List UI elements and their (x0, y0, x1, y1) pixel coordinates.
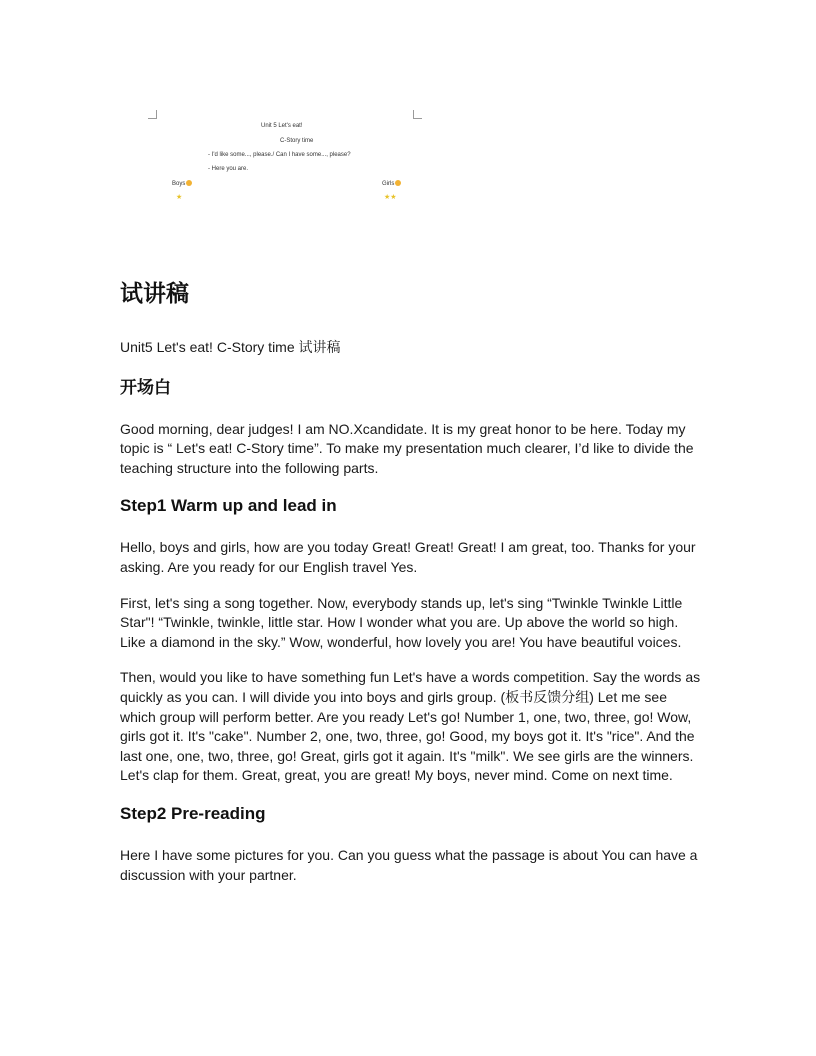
crop-mark-top-right (413, 110, 422, 119)
step1-paragraph-1: Hello, boys and girls, how are you today Great! Great! Great! I am great, too. Thanks for your asking. Are you ready for our English travel Yes. (120, 539, 696, 575)
board-title: Unit 5 Let's eat! (261, 123, 303, 129)
document-title: 试讲稿 (120, 281, 189, 307)
document-body (120, 274, 704, 901)
section-heading-step2: Step2 Pre-reading (120, 803, 266, 823)
girl-face-icon (395, 180, 401, 186)
girls-label-text: Girls (382, 181, 395, 187)
section-heading-step1: Step1 Warm up and lead in (120, 496, 337, 516)
step1-paragraph-2: First, let's sing a song together. Now, everybody stands up, let's sing “Twinkle Twinkle Little Star"! “Twinkle, twinkle, little star. How I wonder what you are. Up above the world so high. Like a diamond in the sky.” Wow, wonderful, how lovely you are! You have beautiful voices. (120, 594, 683, 650)
board-sentence-2: - Here you are. (208, 166, 249, 172)
step1-paragraph-3: Then, would you like to have something fun Let's have a words competition. Say the words as quickly as you can. I will divide you into boys and girls group. (板书反馈分组) Let me see which group will perform better. Are you ready Let's go! Number 1, one, two, three, go! Wow, girls got it. It's "cake". Number 2, one, two, three, go! Good, my boys got it. It's "rice". And the last one, one, two, three, go! Great, girls got it again. It's "milk". We see girls are the winners. Let's clap for them. Great, great, you are great! My boys, never mind. Come on next time. (120, 669, 701, 784)
board-subtitle: C-Story time (280, 138, 314, 144)
girls-star-icon: ★★ (384, 194, 397, 201)
boys-label-text: Boys (172, 181, 186, 187)
section-heading-opening: 开场白 (120, 377, 171, 398)
opening-paragraph: Good morning, dear judges! I am NO.Xcandidate. It is my great honor to be here. Today my topic is “ Let's eat! C-Story time”. To make my presentation much clearer, I’d like to divide the teaching structure into the following parts. (120, 420, 694, 476)
board-girls-label (382, 180, 401, 188)
blackboard-design (146, 108, 424, 208)
board-boys-label (172, 180, 192, 188)
boy-face-icon (186, 180, 192, 186)
boys-star-icon: ★ (176, 194, 183, 201)
step2-paragraph-1: Here I have some pictures for you. Can you guess what the passage is about You can have a discussion with your partner. (120, 846, 698, 883)
document-subtitle: Unit5 Let's eat! C-Story time 试讲稿 (120, 339, 341, 355)
board-sentence-1: - I'd like some..., please./ Can I have some..., please? (208, 152, 351, 158)
crop-mark-top-left (148, 110, 157, 119)
